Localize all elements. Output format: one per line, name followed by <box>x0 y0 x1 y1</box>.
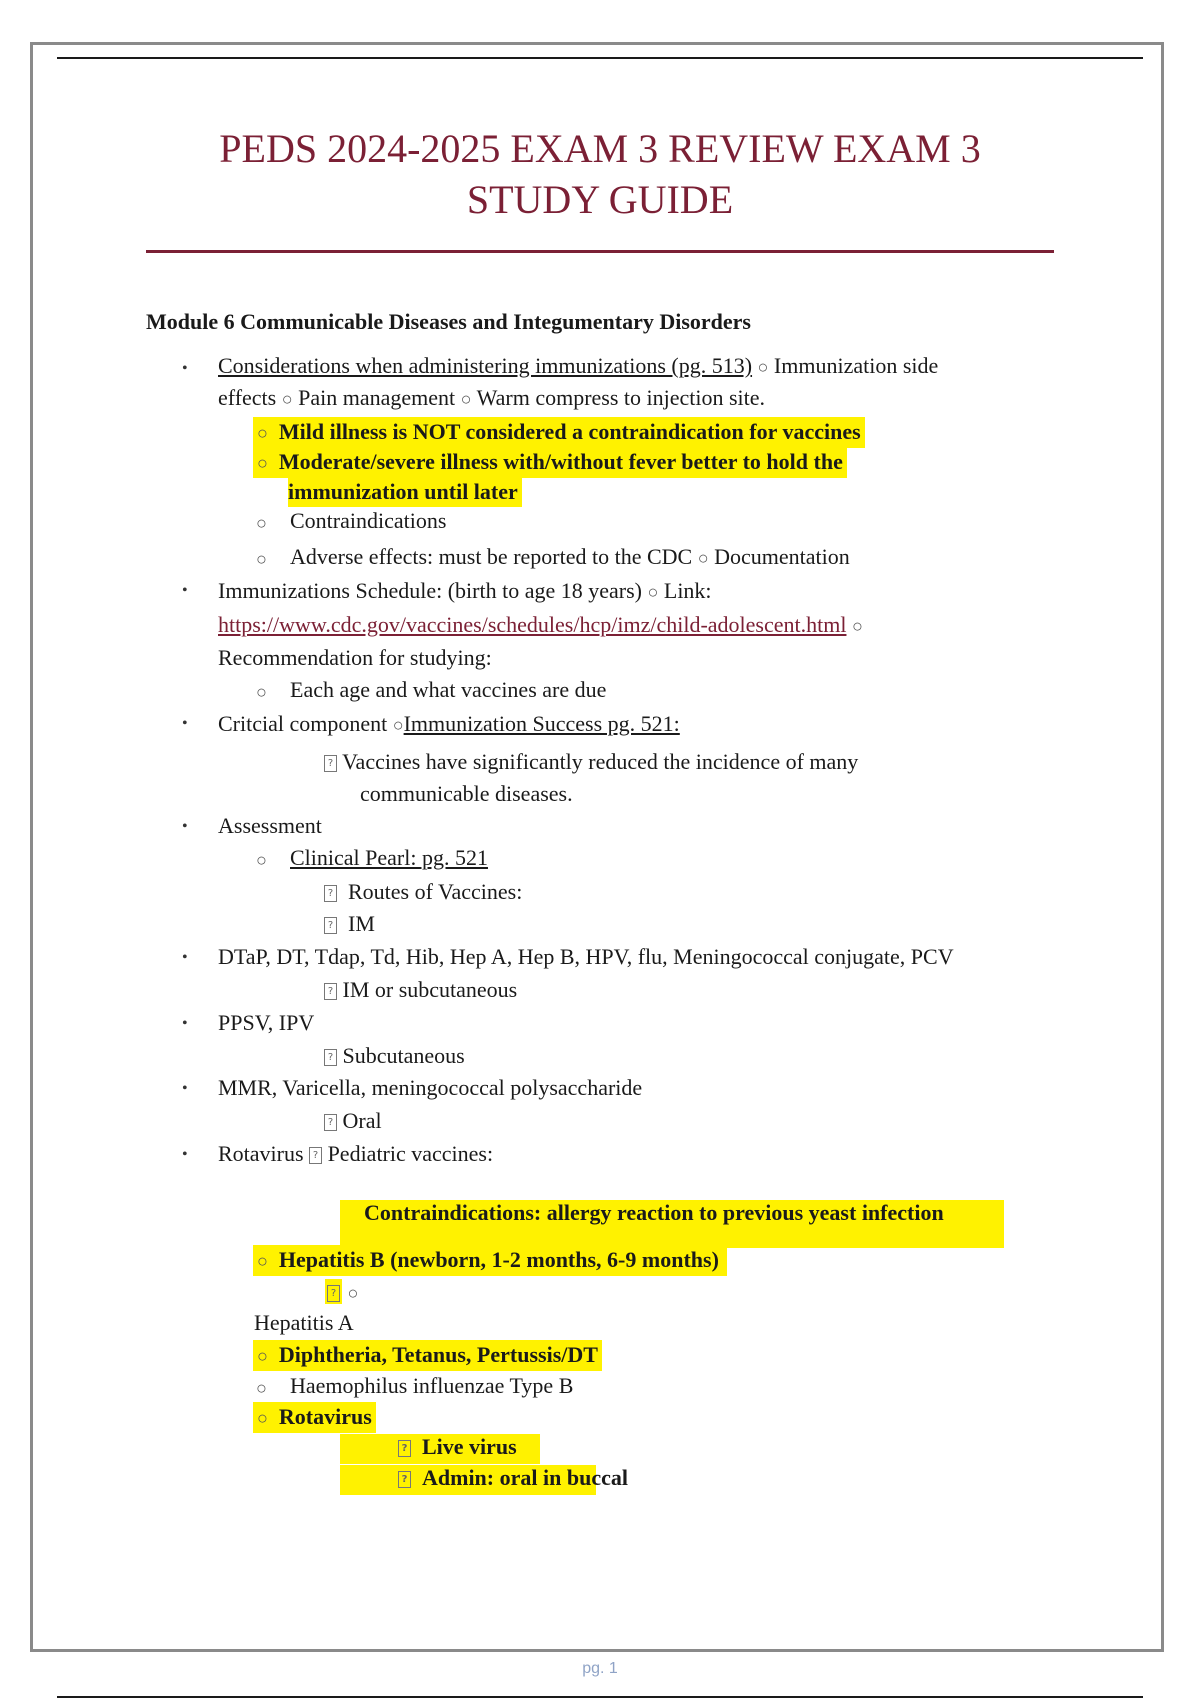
circle-bullet-icon: ○ <box>647 582 659 602</box>
missing-glyph-icon: ? <box>324 1114 337 1131</box>
title-underline <box>146 250 1054 253</box>
sub-item: Clinical Pearl: pg. 521 <box>290 845 488 870</box>
bullet-icon: • <box>182 1015 188 1032</box>
page-number: pg. 1 <box>582 1660 618 1677</box>
circle-bullet-icon: ○ <box>256 682 267 702</box>
sub-sub-item: ? Oral <box>324 1106 382 1136</box>
sub-sub-item: ? Admin: oral in buccal <box>398 1463 628 1493</box>
sub-sub-item: ? IM <box>324 909 375 939</box>
list-item: Critcial component ○Immunization Success pg. 521: <box>218 711 680 736</box>
bullet-icon: • <box>182 360 188 377</box>
circle-bullet-icon: ○ <box>347 1283 359 1303</box>
highlighted-note: Contraindications: allergy reaction to previous yeast infection <box>364 1200 944 1225</box>
sub-item: Hepatitis A <box>254 1310 354 1335</box>
circle-bullet-icon: ○ <box>256 549 267 569</box>
sub-item-highlighted: ○ Mild illness is NOT considered a contraindication for vaccines <box>253 417 865 448</box>
circle-bullet-icon: ○ <box>256 513 267 533</box>
circle-bullet-icon: ○ <box>460 389 472 409</box>
sub-sub-item: ? Subcutaneous <box>324 1041 465 1071</box>
bullet-icon: • <box>182 715 188 732</box>
circle-bullet-icon: ○ <box>257 453 268 473</box>
footer-rule <box>57 1696 1143 1698</box>
bullet-icon: • <box>182 1080 188 1097</box>
missing-glyph-icon: ? <box>398 1440 411 1457</box>
list-item: MMR, Varicella, meningococcal polysaccharide <box>218 1075 643 1100</box>
missing-glyph-icon: ? <box>324 917 337 934</box>
list-item: PPSV, IPV <box>218 1010 315 1035</box>
list-item: DTaP, DT, Tdap, Td, Hib, Hep A, Hep B, HPV, flu, Meningococcal conjugate, PCV <box>218 944 954 969</box>
circle-bullet-icon: ○ <box>257 1251 268 1271</box>
cdc-schedule-link[interactable]: https://www.cdc.gov/vaccines/schedules/hcp/imz/child-adolescent.html <box>218 612 847 637</box>
circle-bullet-icon: ○ <box>281 389 293 409</box>
circle-bullet-icon: ○ <box>851 616 863 636</box>
list-item: Immunizations Schedule: (birth to age 18 years) ○ Link: <box>218 578 712 603</box>
circle-bullet-icon: ○ <box>392 715 404 735</box>
sub-item-highlighted: ○ Moderate/severe illness with/without fever better to hold the <box>253 447 847 478</box>
circle-bullet-icon: ○ <box>257 423 268 443</box>
page-frame <box>30 42 1164 1652</box>
missing-glyph-icon: ? <box>309 1147 322 1164</box>
circle-bullet-icon: ○ <box>256 1378 267 1398</box>
missing-glyph-icon: ? <box>324 983 337 1000</box>
circle-bullet-icon: ○ <box>757 357 769 377</box>
sub-sub-item: ? IM or subcutaneous <box>324 975 517 1005</box>
missing-glyph-icon: ? <box>324 885 337 902</box>
missing-glyph-icon: ? <box>324 755 337 772</box>
header-rule <box>57 57 1143 59</box>
missing-glyph-icon: ? <box>398 1471 411 1488</box>
sub-sub-item: ? Vaccines have significantly reduced the incidence of many <box>324 747 858 777</box>
module-heading: Module 6 Communicable Diseases and Integumentary Disorders <box>146 309 751 334</box>
document-title-line-1: PEDS 2024-2025 EXAM 3 REVIEW EXAM 3 <box>219 126 981 171</box>
sub-sub-item: ? Live virus <box>398 1432 517 1462</box>
list-item-continued: Recommendation for studying: <box>218 645 492 670</box>
list-item-continued <box>218 610 863 641</box>
circle-bullet-icon: ○ <box>257 1346 268 1366</box>
document-title-line-2: STUDY GUIDE <box>466 177 734 222</box>
sub-item-highlighted: ○ Hepatitis B (newborn, 1-2 months, 6-9 months) <box>253 1245 727 1276</box>
circle-bullet-icon: ○ <box>257 1408 268 1428</box>
sub-item: Adverse effects: must be reported to the CDC ○ Documentation <box>290 544 850 569</box>
list-item-continued: effects ○ Pain management ○ Warm compress to injection site. <box>218 385 766 410</box>
bullet-icon: • <box>182 818 188 835</box>
sub-sub-item: ? Routes of Vaccines: <box>324 877 522 907</box>
sub-item-highlighted-continued: immunization until later <box>288 477 522 507</box>
missing-glyph-icon: ? <box>327 1285 340 1302</box>
list-item: Rotavirus ? Pediatric vaccines: <box>218 1141 494 1166</box>
glyph-row <box>325 1277 358 1308</box>
circle-bullet-icon: ○ <box>256 850 267 870</box>
sub-item-highlighted: ○ Diphtheria, Tetanus, Pertussis/DT <box>253 1340 602 1371</box>
sub-item: Contraindications <box>290 508 447 533</box>
sub-item: Each age and what vaccines are due <box>290 677 607 702</box>
sub-sub-item-continued: communicable diseases. <box>360 781 573 806</box>
list-item: Considerations when administering immunizations (pg. 513) ○ Immunization side <box>218 353 939 378</box>
bullet-icon: • <box>182 1146 188 1163</box>
sub-item-highlighted: ○ Rotavirus <box>253 1402 376 1433</box>
bullet-icon: • <box>182 582 188 599</box>
list-item: Assessment <box>218 813 322 838</box>
bullet-icon: • <box>182 949 188 966</box>
missing-glyph-icon: ? <box>324 1049 337 1066</box>
circle-bullet-icon: ○ <box>697 548 709 568</box>
sub-item: Haemophilus influenzae Type B <box>290 1373 574 1398</box>
